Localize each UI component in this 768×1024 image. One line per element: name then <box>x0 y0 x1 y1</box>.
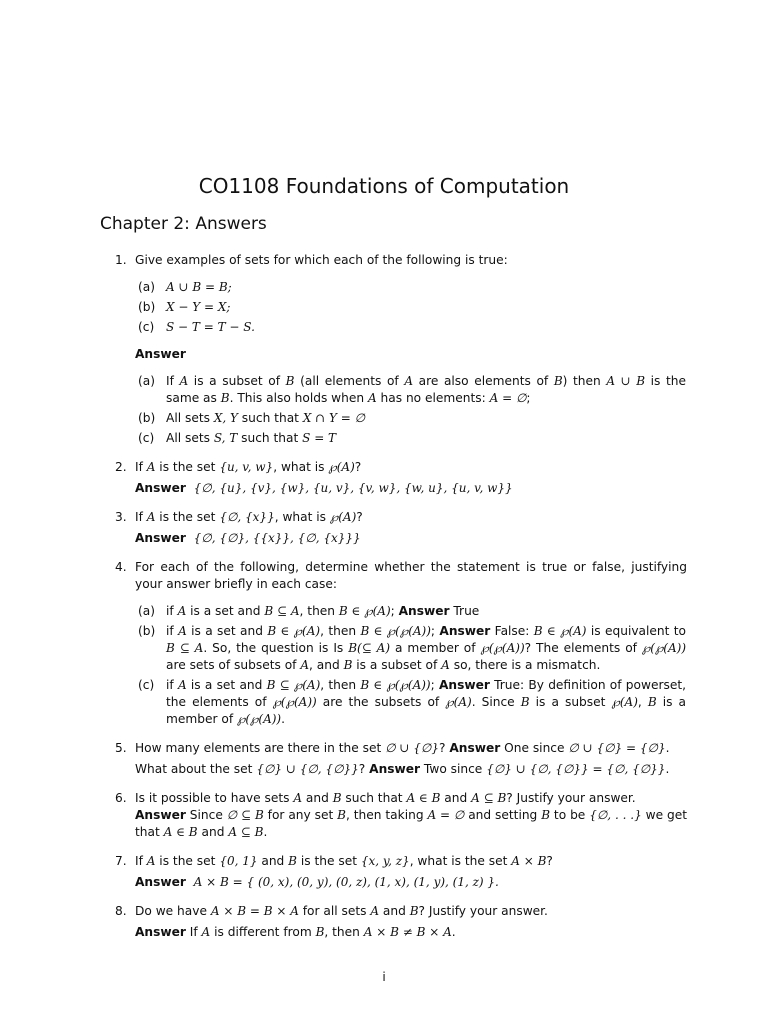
question-number: 7. <box>115 854 127 868</box>
question-3 <box>115 509 687 526</box>
q1-answer-b <box>138 410 686 427</box>
text: is a set and <box>186 678 267 692</box>
text: What about the set <box>135 762 257 776</box>
text: . <box>281 712 285 726</box>
math-expression: X, Y <box>213 411 238 425</box>
math-expression: {∅, . . .} <box>589 808 642 822</box>
question-5-followup <box>135 761 687 778</box>
math-expression: B ∈ ℘(A) <box>338 604 391 618</box>
text: If <box>135 854 147 868</box>
text: , <box>637 695 648 709</box>
math-expression: B <box>285 374 295 388</box>
text: ? The elements of <box>524 641 642 655</box>
text: and <box>197 825 229 839</box>
q4-part-c <box>138 677 687 728</box>
text: . <box>665 741 670 755</box>
question-2 <box>115 459 687 476</box>
text: is the set <box>155 460 220 474</box>
math-expression: ℘(A) <box>445 695 472 709</box>
math-expression: B <box>220 391 230 405</box>
math-expression: {∅} ∪ {∅, {∅}} = {∅, {∅}} <box>486 762 666 776</box>
math-expression: S = T <box>302 431 337 445</box>
text: for any set <box>263 808 338 822</box>
q3-answer <box>135 530 687 547</box>
math-expression: {∅, {∅}, {{x}}, {∅, {x}}} <box>193 531 361 545</box>
math-expression: ℘(A) <box>329 510 357 524</box>
text: , then <box>320 678 361 692</box>
question-number: 6. <box>115 791 127 805</box>
text: and <box>302 791 333 805</box>
q4-part-b <box>138 623 687 674</box>
answers-content <box>0 252 768 941</box>
math-expression: ℘(℘(A)) <box>641 641 687 655</box>
text: is a set and <box>186 624 268 638</box>
part-label: (a) <box>138 280 155 294</box>
math-expression: A ∪ B = B; <box>166 280 232 294</box>
text: such that <box>237 411 303 425</box>
text: such that <box>237 431 303 445</box>
text: is the set <box>155 510 220 524</box>
math-expression: ℘(A) <box>328 460 355 474</box>
q1-part-c <box>138 319 686 336</box>
page-title: CO1108 Foundations of Computation <box>198 174 570 198</box>
question-6 <box>115 790 687 841</box>
math-expression: B ∈ ℘(℘(A)) <box>360 624 431 638</box>
answer-label: Answer <box>369 762 421 776</box>
text: ; <box>526 391 531 405</box>
math-expression: ∅ ⊆ B <box>226 808 264 822</box>
text: is a subset <box>529 695 612 709</box>
math-expression: A <box>367 391 377 405</box>
math-expression: A <box>441 658 450 672</box>
text: are sets of subsets of <box>166 658 301 672</box>
answer-label: Answer <box>438 678 490 692</box>
text: Since <box>185 808 227 822</box>
text: ) then <box>562 374 607 388</box>
answer-label: Answer <box>135 481 186 495</box>
part-label: (c) <box>138 431 155 445</box>
page-number: i <box>382 970 386 984</box>
text: . <box>451 925 456 939</box>
math-expression: B ⊆ ℘(A) <box>266 678 321 692</box>
text: How many elements are there in the set <box>135 741 386 755</box>
math-expression: A ∈ B <box>163 825 198 839</box>
text: ? <box>358 762 370 776</box>
question-number: 4. <box>115 560 127 574</box>
text: If <box>135 510 147 524</box>
text: , then <box>299 604 339 618</box>
text: are also elements of <box>413 374 554 388</box>
math-expression: A <box>179 374 189 388</box>
text: to be <box>550 808 590 822</box>
math-expression: ∅ ∪ {∅} = {∅} <box>568 741 666 755</box>
math-expression: B ⊆ A <box>264 604 300 618</box>
question-text: For each of the following, determine whether the statement is true or false, justifying your answer briefly in each case: <box>135 560 687 591</box>
answer-label: Answer <box>135 808 186 822</box>
math-expression: B <box>409 904 419 918</box>
math-expression: B <box>343 658 353 672</box>
text: is a set and <box>186 604 265 618</box>
text: True: By definition of powerset, the elements of <box>166 678 686 709</box>
text: (all elements of <box>294 374 405 388</box>
text: ; <box>430 678 439 692</box>
math-expression: B ∈ ℘(A) <box>533 624 587 638</box>
answer-label: Answer <box>449 741 501 755</box>
text: True <box>449 604 480 618</box>
text: ? <box>546 854 553 868</box>
text: ; <box>390 604 399 618</box>
math-expression: {∅, {u}, {v}, {w}, {u, v}, {v, w}, {w, u}, {u, v, w}} <box>193 481 513 495</box>
text: has no elements: <box>376 391 490 405</box>
question-text: Give examples of sets for which each of the following is true: <box>135 253 508 267</box>
math-expression: A ∈ B <box>406 791 441 805</box>
question-number: 5. <box>115 741 127 755</box>
q1-part-b <box>138 299 686 316</box>
math-expression: A <box>404 374 413 388</box>
text: ? Justify your answer. <box>506 791 636 805</box>
q1-answer-c <box>138 430 686 447</box>
math-expression: B <box>520 695 530 709</box>
math-expression: {x, y, z} <box>360 854 410 868</box>
q1-answer-a <box>138 373 686 407</box>
math-expression: A ⊆ B <box>471 791 507 805</box>
text: , what is <box>274 510 330 524</box>
math-expression: A ∪ B <box>606 374 646 388</box>
text: is a member of <box>166 695 687 726</box>
question-number: 2. <box>115 460 127 474</box>
math-expression: B ⊆ A <box>166 641 204 655</box>
math-expression: S − T = T − S. <box>166 320 255 334</box>
text: , what is <box>273 460 329 474</box>
math-expression: B <box>315 925 325 939</box>
part-label: (a) <box>138 374 155 388</box>
math-expression: A × B = B × A <box>210 904 299 918</box>
math-expression: A <box>146 460 156 474</box>
math-expression: B <box>553 374 563 388</box>
math-expression: B <box>288 854 297 868</box>
math-expression: ℘(A) <box>611 695 638 709</box>
text: is the set <box>297 854 361 868</box>
question-number: 8. <box>115 904 127 918</box>
math-expression: ∅ ∪ {∅} <box>385 741 440 755</box>
answer-label: Answer <box>135 875 186 889</box>
math-expression: {∅} ∪ {∅, {∅}} <box>256 762 359 776</box>
math-expression: A × B ≠ B × A <box>363 925 452 939</box>
question-7 <box>115 853 687 870</box>
chapter-heading: Chapter 2: Answers <box>100 214 267 234</box>
text: . <box>263 825 268 839</box>
text: if <box>166 678 178 692</box>
math-expression: A <box>178 624 187 638</box>
math-expression: A × B = { (0, x), (0, y), (0, z), (1, x), (1, y), (1, z) }. <box>193 875 499 889</box>
text: , and <box>309 658 344 672</box>
question-number: 3. <box>115 510 127 524</box>
math-expression: B <box>541 808 551 822</box>
math-expression: B <box>647 695 657 709</box>
text: such that <box>341 791 407 805</box>
text: a member of <box>390 641 481 655</box>
text: and <box>379 904 410 918</box>
q2-answer <box>135 480 687 497</box>
text: . Since <box>471 695 521 709</box>
math-expression: B ∈ ℘(A) <box>267 624 321 638</box>
math-expression: B ∈ ℘(℘(A)) <box>360 678 431 692</box>
text: , what is the set <box>409 854 512 868</box>
q1-part-a <box>138 279 686 296</box>
text: we get that <box>135 808 687 839</box>
math-expression: A <box>146 510 156 524</box>
answer-heading: Answer <box>135 347 186 361</box>
part-label: (c) <box>138 678 155 692</box>
text: If <box>185 925 202 939</box>
answer-label: Answer <box>439 624 491 638</box>
text: , then <box>320 624 361 638</box>
text: is equivalent to <box>586 624 687 638</box>
question-number: 1. <box>115 253 127 267</box>
text: All sets <box>166 411 214 425</box>
text: ? <box>356 510 363 524</box>
text: False: <box>490 624 534 638</box>
text: . This also holds when <box>229 391 368 405</box>
text: If <box>135 460 147 474</box>
answer-label: Answer <box>135 531 186 545</box>
text: ? <box>439 741 450 755</box>
math-expression: A <box>177 678 187 692</box>
text: is the set <box>155 854 220 868</box>
q4-part-a <box>138 603 686 620</box>
q8-answer <box>135 924 687 941</box>
math-expression: ℘(℘(A)) <box>480 641 525 655</box>
part-label: (c) <box>138 320 155 334</box>
text: are the subsets of <box>316 695 446 709</box>
math-expression: ℘(℘(A)) <box>272 695 317 709</box>
math-expression: X − Y = X; <box>166 300 231 314</box>
q7-answer <box>135 874 687 891</box>
text: ? Justify your answer. <box>418 904 548 918</box>
question-5 <box>115 740 687 757</box>
answer-label: Answer <box>135 925 186 939</box>
part-label: (a) <box>138 604 155 618</box>
math-expression: A <box>177 604 187 618</box>
text: Two since <box>420 762 487 776</box>
text: ? <box>354 460 362 474</box>
answer-label: Answer <box>398 604 450 618</box>
math-expression: S, T <box>213 431 238 445</box>
math-expression: A ⊆ B <box>228 825 264 839</box>
math-expression: A <box>201 925 211 939</box>
text: . <box>665 762 670 776</box>
question-8 <box>115 903 687 920</box>
math-expression: ℘(℘(A)) <box>236 712 282 726</box>
text: , then <box>324 925 364 939</box>
math-expression: B(⊆ A) <box>348 641 391 655</box>
math-expression: A = ∅ <box>427 808 465 822</box>
math-expression: A <box>300 658 310 672</box>
text: . So, the question is Is <box>203 641 349 655</box>
text: is the same as <box>166 374 686 405</box>
text: Do we have <box>135 904 211 918</box>
text: One since <box>500 741 569 755</box>
text: is different from <box>210 925 316 939</box>
math-expression: A × B <box>511 854 547 868</box>
text: is a subset of <box>352 658 442 672</box>
text: if <box>166 624 179 638</box>
math-expression: A = ∅ <box>489 391 527 405</box>
math-expression: A <box>146 854 156 868</box>
question-4 <box>115 559 687 593</box>
math-expression: {∅, {x}} <box>219 510 275 524</box>
text: All sets <box>166 431 214 445</box>
text: and <box>257 854 289 868</box>
math-expression: {0, 1} <box>219 854 258 868</box>
text: If <box>166 374 180 388</box>
math-expression: B <box>337 808 346 822</box>
text: so, there is a mismatch. <box>449 658 601 672</box>
part-label: (b) <box>138 300 156 314</box>
text: Is it possible to have sets <box>135 791 294 805</box>
text: for all sets <box>298 904 371 918</box>
text: if <box>166 604 178 618</box>
math-expression: A <box>293 791 303 805</box>
math-expression: B <box>332 791 342 805</box>
text: and setting <box>464 808 542 822</box>
part-label: (b) <box>138 411 156 425</box>
text: and <box>440 791 472 805</box>
part-label: (b) <box>138 624 156 638</box>
text: ; <box>430 624 440 638</box>
math-expression: {u, v, w} <box>219 460 274 474</box>
question-1 <box>115 252 687 269</box>
math-expression: X ∩ Y = ∅ <box>302 411 366 425</box>
math-expression: A <box>370 904 380 918</box>
text: , then taking <box>346 808 428 822</box>
text: is a subset of <box>188 374 286 388</box>
